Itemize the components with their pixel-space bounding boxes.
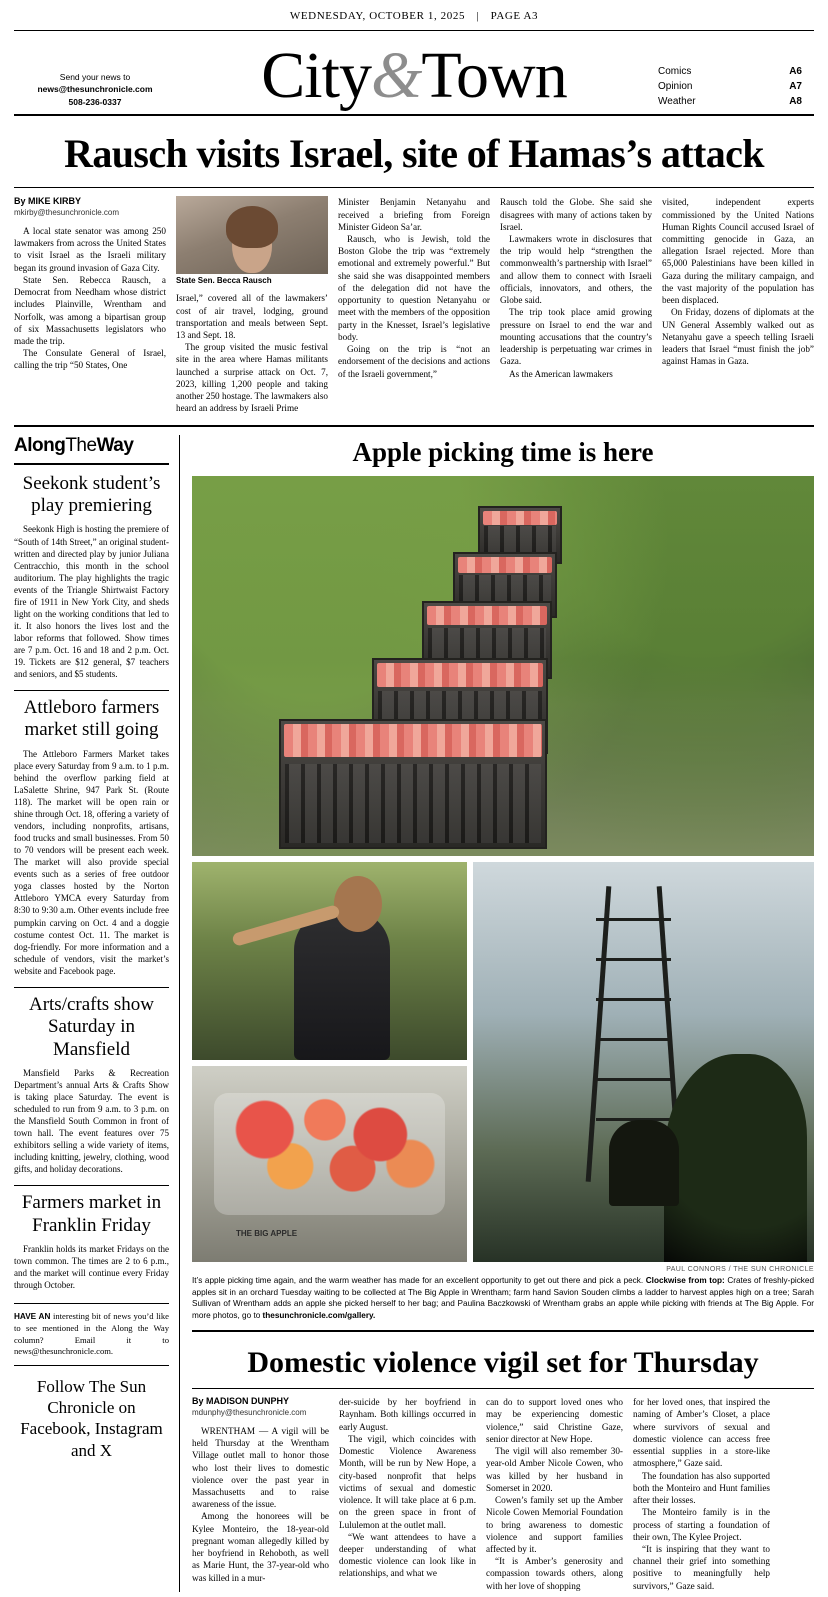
bottom-paragraph: der-suicide by her boyfriend in Raynham. Both killings occurred in early August. xyxy=(339,1397,476,1432)
lead-paragraph: Israel,” covered all of the lawmakers’ cost of air travel, lodging, ground transportation and meals between Sept. 13 and Sept. 18. xyxy=(176,293,328,340)
lead-paragraph: On Friday, dozens of diplomats at the UN General Assembly walked out as Netanyahu gave a speech telling Israeli leaders that Israel “must finish the job” against Hamas in Gaza. xyxy=(662,307,814,367)
lead-paragraph: Going on the trip is “not an endorsement of the decisions and actions of the Israeli government,” xyxy=(338,344,490,379)
index-page: A8 xyxy=(789,96,802,108)
lead-paragraph: State Sen. Rebecca Rausch, a Democrat from Needham whose district includes Plainville, Wrentham and Norfolk, was among a bipartisan group of six Massachusetts legislators who made the trip. xyxy=(14,274,166,346)
lead-byline-email: mkirby@thesunchronicle.com xyxy=(14,208,120,218)
rail-item[interactable] xyxy=(14,1192,169,1291)
bottom-column-4 xyxy=(633,1396,770,1592)
photo-orchard-crates xyxy=(192,476,814,856)
rail-note-text: interesting bit of news you’d like to see mentioned in the Along the Way column? Email it to news@thesunchronicle.com. xyxy=(14,1311,169,1357)
picker-head xyxy=(334,876,382,932)
photo-row xyxy=(192,862,814,1262)
lead-column-4 xyxy=(500,196,652,414)
index-page: A6 xyxy=(789,66,802,78)
along-the-way-rail xyxy=(14,435,180,1592)
bottom-paragraph: The Monteiro family is in the process of starting a foundation of their own, The Kylee Project. xyxy=(633,1507,770,1542)
masthead-contact xyxy=(20,43,170,109)
masthead xyxy=(14,31,814,116)
masthead-index xyxy=(658,42,808,109)
rail-divider xyxy=(14,690,169,691)
photo-credit-sep: / xyxy=(728,1265,731,1273)
rail-item-body xyxy=(14,1067,169,1175)
index-row[interactable] xyxy=(658,79,808,94)
apple-tree xyxy=(664,1054,807,1262)
lead-paragraph: As the American lawmakers xyxy=(509,368,613,379)
follow-us-promo[interactable]: Follow The Sun Chronicle on Facebook, Instagram and X xyxy=(20,1376,163,1460)
rail-item-headline: Arts/crafts show Saturday in Mansfield xyxy=(28,993,155,1060)
index-label: Weather xyxy=(658,96,696,108)
farm-hand-silhouette xyxy=(609,1120,679,1206)
lead-paragraph: Minister Benjamin Netanyahu and received a briefing from Foreign Minister Gideon Sa’ar. xyxy=(338,197,490,232)
rail-item[interactable] xyxy=(14,994,169,1176)
lead-paragraph: Rausch told the Globe. She said she disagrees with many of actions taken by Israel. xyxy=(500,197,652,232)
rail-divider xyxy=(14,1185,169,1186)
photo-apple-bag xyxy=(192,1066,467,1262)
photo-credit-outlet: THE SUN CHRONICLE xyxy=(733,1265,814,1273)
photo-package-headline: Apple picking time is here xyxy=(352,436,654,467)
send-news-label: Send your news to xyxy=(59,71,131,82)
rail-flag-bold2: Way xyxy=(96,434,134,456)
rail-note-lead: HAVE AN xyxy=(14,1312,51,1322)
masthead-title xyxy=(170,41,658,110)
photo-picker-woman xyxy=(192,862,467,1060)
rail-flag-thin: The xyxy=(65,434,97,456)
rail-item-text: Seekonk High is hosting the premiere of “South of 14th Street,” an original student-written and directed play by junior Juliana Centracchio, this month in the school auditorium. The play highlights the tragic events of the Triangle Shirtwaist Factory fire of 1911 in New York City, and sheds light on the working conditions that led to it. It also honors the lives lost and the labor reforms that followed. Show times are 7 p.m. Oct. 16 and 18 and 2 p.m. Oct. 19. Tickets are $12 general, $7 teachers and seniors, and $5 students. xyxy=(14,524,169,680)
photo-caption xyxy=(192,1275,814,1333)
caption-bold: Clockwise from top: xyxy=(645,1275,725,1285)
bottom-paragraph: can do to support loved ones who may be experiencing domestic violence,” said Christine Gaze, senior director at New Hope. xyxy=(486,1397,623,1444)
dateline-date: WEDNESDAY, OCTOBER 1, 2025 xyxy=(289,10,466,22)
bottom-paragraph: “It is Amber’s generosity and compassion towards others, along with her love of shopping xyxy=(486,1556,623,1591)
bottom-byline: By MADISON DUNPHY xyxy=(192,1396,290,1407)
index-page: A7 xyxy=(789,81,802,93)
bottom-paragraph: WRENTHAM — A vigil will be held Thursday at the Wrentham Village outlet mall to honor those who lost their lives to domestic violence over the past year in Massachusetts and to raise awareness of the issue. xyxy=(192,1425,329,1510)
ladder-rail-left xyxy=(585,886,611,1182)
lead-story-headline: Rausch visits Israel, site of Hamas’s attack xyxy=(14,116,814,188)
dateline-separator: | xyxy=(476,10,480,22)
rail-item-body xyxy=(14,748,169,977)
lead-paragraph: Rausch, who is Jewish, told the Boston Globe the trip was “extremely emotional and extremely powerful.” But she said she was disappointed members of the delegation did not have the opportunity to question Netanyahu or meet with the members of the opposition party in the Knesset, Israel’s legislative body. xyxy=(338,234,490,342)
rail-item[interactable] xyxy=(14,473,169,680)
caption-rest: Crates of freshly-picked apples sit in an orchard Tuesday waiting to be collected at The Big Apple in Wrentham; farm hand Savion Souden climbs a ladder to harvest apples high on a tree; Sarah Sullivan of Wrentham adds an apple she picked herself to her bag; and Paulina Baczkowski of Wrentham grabs an apple while picking with friends at The Big Apple. For more photos, go to xyxy=(192,1275,815,1321)
bottom-story xyxy=(192,1342,814,1592)
rail-item-text: The Attleboro Farmers Market takes place every Saturday from 9 a.m. to 1 p.m. behind the overflow parking field at LaSalette Shrine, 947 Park St. (Route 118). The market will be open rain or shine through Oct. 18, offering a variety of vendors, including nonprofits, artisans, food trucks and small businesses. From 50 to 70 vendors will be present each week. The market will also provide special events such as a series of free outdoor yoga classes hosted by the Norton Attleboro YMCA every Saturday from 8:30 to 9:30 a.m. Other events include free pumpkin carving on Oct. 4 and a doggie costume contest Oct. 11. The market is dog-friendly. For more information and a schedule of vendors, visit the market’s website and Facebook page. xyxy=(14,748,169,976)
photo-column-left xyxy=(192,862,467,1262)
rail-submission-note xyxy=(14,1303,169,1365)
index-row[interactable] xyxy=(658,64,808,79)
masthead-title-left: City xyxy=(261,39,371,112)
bottom-column-1 xyxy=(192,1396,329,1592)
bottom-column-2 xyxy=(339,1396,476,1592)
portrait-caption: State Sen. Becca Rausch xyxy=(176,276,272,286)
lead-paragraph: The trip took place amid growing pressure on Israel to end the war and mounting accusations that the country’s leadership is perpetuating war crimes in Gaza. xyxy=(500,307,652,367)
lead-paragraph: The group visited the music festival site in the area where Hamas militants launched a surprise attack on Oct. 7, 2023, killing 1,200 people and taking another 250 hostage. The lawmakers also heard an address by Israeli Prime xyxy=(176,342,328,414)
rail-flag xyxy=(14,435,169,465)
apples-in-bag xyxy=(214,1093,445,1215)
index-row[interactable] xyxy=(658,94,808,109)
bottom-paragraph: “It is inspiring that they want to channel their grief into something positive to meaningfully help survivors,” Gaze said. xyxy=(633,1544,770,1591)
bottom-byline-email: mdunphy@thesunchronicle.com xyxy=(192,1408,307,1418)
mid-section xyxy=(14,427,814,1592)
rail-item-headline: Farmers market in Franklin Friday xyxy=(21,1192,162,1236)
bottom-story-columns xyxy=(192,1389,814,1592)
apple-crate xyxy=(279,719,547,849)
rail-divider xyxy=(14,987,169,988)
rail-item[interactable] xyxy=(14,697,169,977)
bag-brand-label: THE BIG APPLE xyxy=(236,1229,298,1239)
photo-ladder-harvest xyxy=(473,862,814,1262)
newsroom-email[interactable]: news@thesunchronicle.com xyxy=(37,84,153,95)
lead-column-2 xyxy=(176,196,328,414)
dateline xyxy=(14,0,814,31)
lead-column-3 xyxy=(338,196,490,414)
bottom-paragraph: for her loved ones, that inspired the naming of Amber’s Closet, a place where survivors of sexual and domestic violence can access free essential supplies in a store-like atmosphere,” Gaze said. xyxy=(633,1397,770,1469)
index-label: Opinion xyxy=(658,81,693,93)
lead-column-1 xyxy=(14,196,166,414)
photo-package xyxy=(192,435,814,1592)
bottom-story-headline: Domestic violence vigil set for Thursday xyxy=(192,1342,814,1389)
picker-body xyxy=(294,910,390,1060)
rail-flag-bold: Along xyxy=(14,434,66,456)
rail-item-headline: Attleboro farmers market still going xyxy=(23,697,160,741)
lead-story-body xyxy=(14,188,814,426)
lead-column-5 xyxy=(662,196,814,414)
bottom-paragraph: The vigil, which coincides with Domestic Violence Awareness Month, will be run by New Hope, a city-based nonprofit that helps victims of sexual and domestic violence. It will take place at 6 p.m. on the green space in front of Lululemon at the outlet mall. xyxy=(339,1433,476,1530)
bottom-paragraph: The foundation has also supported both the Monteiro and Hunt families after their losses. xyxy=(633,1470,770,1506)
lead-paragraph: The Consulate General of Israel, calling the trip “50 States, One xyxy=(14,348,166,371)
lead-paragraph: visited, independent experts commissioned by the United Nations Human Rights Council accused Israel of committing genocide in Gaza, an allegation Israel rejected. More than 65,000 Palestinians have been killed in Gaza during the military campaign, and the vast majority of the population has been displaced. xyxy=(662,197,814,306)
rail-item-text: Mansfield Parks & Recreation Department’s annual Arts & Crafts Show is taking place Saturday. The event is scheduled to run from 9 a.m. to 3 p.m. on the Mansfield South Common in front of town hall. The event features over 75 exhibitors selling a wide variety of items, including knitting, jewelry, clothing, wood gifts, and holiday decorations. xyxy=(14,1067,169,1175)
rail-item-headline: Seekonk student’s play premiering xyxy=(22,472,161,517)
bottom-paragraph: The vigil will also remember 30-year-old Amber Nicole Cowen, who was killed by her husband in Somerset in 2020. xyxy=(486,1446,623,1493)
rail-item-body xyxy=(14,1243,169,1291)
lead-paragraph: A local state senator was among 250 lawmakers from across the United States to visit Israel as the Israeli military began its ground invasion of Gaza City. xyxy=(14,225,166,273)
lead-paragraph: Lawmakers wrote in disclosures that the trip would help “strengthen the commonwealth’s partnership with Israel” and allow them to connect with Israeli officials, innovators, and others, the Globe said. xyxy=(500,234,652,306)
rail-item-text: Franklin holds its market Fridays on the town common. The times are 2 to 6 p.m., and the market will continue every Friday through October. xyxy=(14,1244,169,1291)
dateline-page: PAGE A3 xyxy=(490,10,539,22)
bottom-column-3 xyxy=(486,1396,623,1592)
caption-lead: It’s apple picking time again, and the warm weather has made for an excellent opportunity to get out there and pick a peck. xyxy=(192,1275,646,1285)
photo-credit xyxy=(192,1262,814,1275)
rail-item-body xyxy=(14,523,169,680)
caption-gallery-link[interactable]: thesunchronicle.com/gallery. xyxy=(262,1311,376,1321)
masthead-title-right: Town xyxy=(421,39,567,112)
bottom-paragraph: Among the honorees will be Kylee Monteiro, the 18-year-old pregnant woman allegedly killed by her boyfriend in Rehoboth, as well as Marie Hunt, the 37-year-old who was killed in a mur- xyxy=(192,1511,329,1583)
newsroom-phone: 508-236-0337 xyxy=(68,97,122,108)
portrait-photo xyxy=(176,196,328,274)
lead-byline: By MIKE KIRBY xyxy=(14,196,82,207)
bottom-paragraph: “We want attendees to have a deeper understanding of what domestic violence can look like in relationships, and what we xyxy=(339,1531,476,1579)
masthead-ampersand: & xyxy=(370,39,422,112)
photo-credit-name: PAUL CONNORS xyxy=(666,1265,727,1273)
index-label: Comics xyxy=(658,66,692,78)
bottom-paragraph: Cowen’s family set up the Amber Nicole Cowen Memorial Foundation to bring awareness to domestic violence and support families affected by it. xyxy=(486,1495,623,1555)
